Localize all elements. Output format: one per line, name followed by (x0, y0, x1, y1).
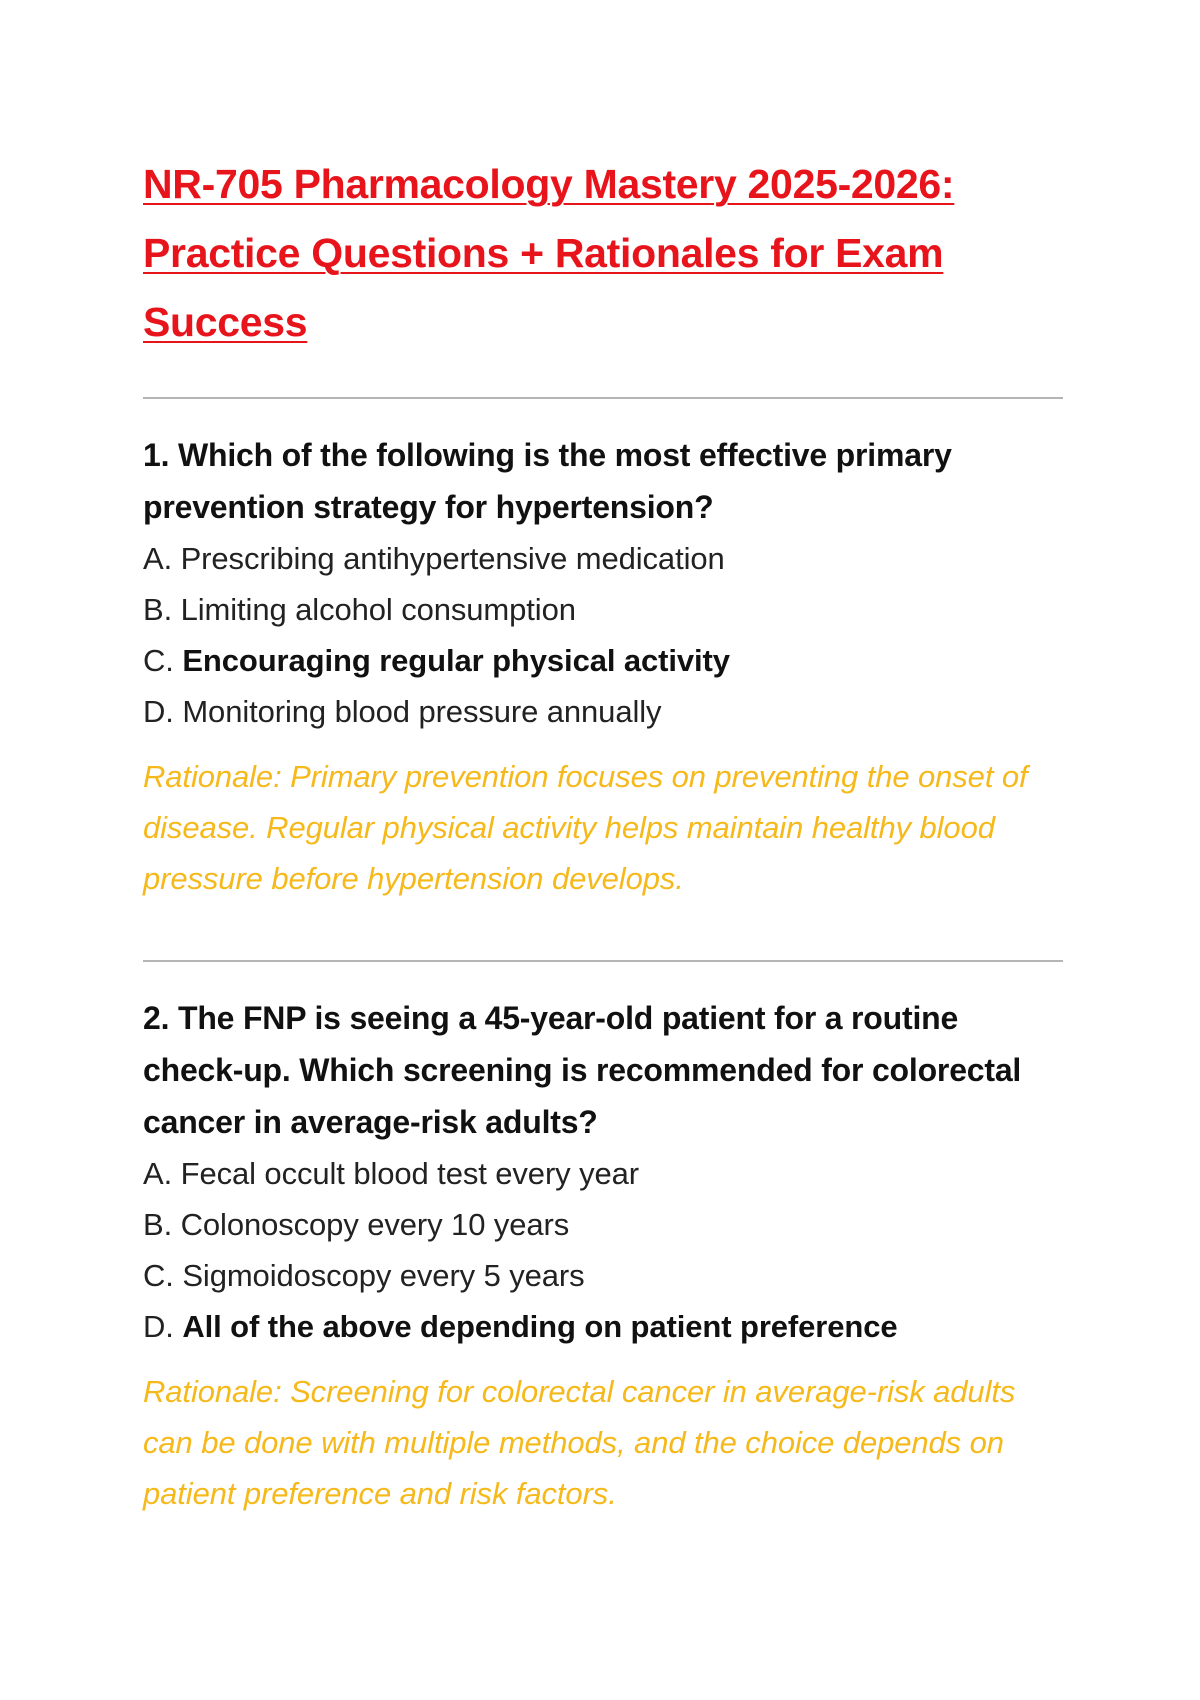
divider (143, 960, 1063, 962)
option-c (143, 1250, 1063, 1301)
answer-options (143, 533, 1063, 737)
option-letter: C. (143, 643, 174, 678)
correct-answer-text: All of the above depending on patient preference (182, 1309, 898, 1344)
correct-answer-text: Encouraging regular physical activity (182, 643, 730, 678)
option-a (143, 533, 1063, 584)
option-letter: A. (143, 1156, 173, 1191)
option-text: Prescribing antihypertensive medication (180, 541, 725, 576)
option-text: Colonoscopy every 10 years (180, 1207, 570, 1242)
divider (143, 397, 1063, 399)
option-letter: A. (143, 541, 173, 576)
option-b (143, 584, 1063, 635)
question-1 (143, 429, 1063, 904)
option-letter: C. (143, 1258, 174, 1293)
option-b (143, 1199, 1063, 1250)
rationale-text: Rationale: Primary prevention focuses on preventing the onset of disease. Regular physical activity helps maintain healthy blood pressure before hypertension develops. (143, 759, 1028, 896)
option-text: Limiting alcohol consumption (180, 592, 576, 627)
title-line-3: Success (143, 299, 308, 345)
option-text: Monitoring blood pressure annually (182, 694, 662, 729)
option-d-correct (143, 1301, 1063, 1352)
answer-options (143, 1148, 1063, 1352)
option-letter: D. (143, 1309, 174, 1344)
option-a (143, 1148, 1063, 1199)
document-title (143, 150, 1063, 357)
option-text: Sigmoidoscopy every 5 years (182, 1258, 585, 1293)
document-page (143, 150, 1063, 1519)
question-2 (143, 992, 1063, 1519)
option-letter: D. (143, 694, 174, 729)
rationale-text: Rationale: Screening for colorectal cancer in average-risk adults can be done with multiple methods, and the choice depends on patient preference and risk factors. (143, 1374, 1016, 1511)
option-c-correct (143, 635, 1063, 686)
option-d (143, 686, 1063, 737)
option-letter: B. (143, 1207, 173, 1242)
title-line-2: Practice Questions + Rationales for Exam (143, 230, 944, 276)
question-text: 2. The FNP is seeing a 45-year-old patient for a routine check-up. Which screening is recommended for colorectal cancer in average-risk adults? (143, 1000, 1022, 1140)
title-line-1: NR-705 Pharmacology Mastery 2025-2026: (143, 161, 955, 207)
question-text: 1. Which of the following is the most effective primary prevention strategy for hypertension? (143, 437, 952, 525)
option-letter: B. (143, 592, 173, 627)
option-text: Fecal occult blood test every year (180, 1156, 639, 1191)
